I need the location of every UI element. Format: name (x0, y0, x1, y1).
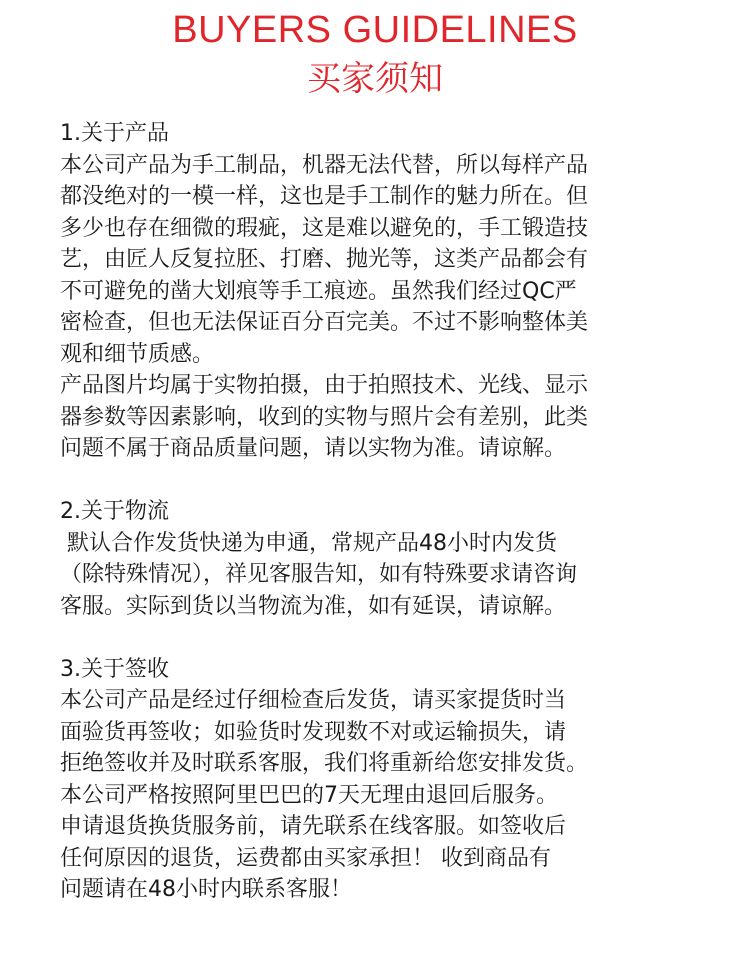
section-about-receipt (60, 654, 730, 906)
section-about-logistics (60, 496, 730, 622)
paragraph-line: 问题请在48小时内联系客服！ (60, 877, 352, 902)
paragraph-line: 本公司严格按照阿里巴巴的7天无理由退回后服务。 (60, 782, 558, 808)
paragraph-line: 默认合作发货快递为申通，常规产品48小时内发货 (60, 530, 557, 556)
guidelines-content (60, 118, 730, 906)
paragraph-line: 都没绝对的一模一样，这也是手工制作的魅力所在。但 (60, 184, 589, 209)
paragraph-line: 申请退货换货服务前，请先联系在线客服。如签收后 (60, 814, 567, 839)
page-title-english: BUYERS GUIDELINES (172, 9, 578, 51)
paragraph-line: 器参数等因素影响，收到的实物与照片会有差别，此类 (60, 404, 589, 430)
paragraph-line: （除特殊情况），祥见客服告知，如有特殊要求请咨询 (60, 562, 578, 587)
section-heading: 1.关于产品 (60, 121, 169, 146)
section-heading: 3.关于签收 (60, 656, 169, 682)
page-title-chinese: 买家须知 (307, 59, 443, 99)
paragraph-line: 产品图片均属于实物拍摄，由于拍照技术、光线、显示 (60, 373, 589, 398)
paragraph-line: 面验货再签收；如验货时发现数不对或运输损失，请 (60, 719, 567, 745)
paragraph-line: 本公司产品是经过仔细检查后发货，请买家提货时当 (60, 688, 567, 713)
paragraph-line: 不可避免的凿大划痕等手工痕迹。虽然我们经过QC严 (60, 278, 577, 304)
paragraph-line: 观和细节质感。 (60, 341, 215, 367)
paragraph-line: 密检查，但也无法保证百分百完美。不过不影响整体美 (60, 310, 589, 335)
paragraph-line: 多少也存在细微的瑕疵，这是难以避免的，手工锻造技 (60, 215, 589, 241)
paragraph-line: 客服。实际到货以当物流为准，如有延误，请谅解。 (60, 593, 567, 619)
section-heading: 2.关于物流 (60, 499, 169, 524)
page-header (0, 6, 750, 104)
paragraph-line: 任何原因的退货，运费都由买家承担！ 收到商品有 (60, 845, 551, 871)
paragraph-line: 问题不属于商品质量问题，请以实物为准。请谅解。 (60, 436, 567, 461)
paragraph-line: 艺，由匠人反复拉胚、打磨、抛光等，这类产品都会有 (60, 247, 589, 272)
paragraph-line: 本公司产品为手工制品，机器无法代替，所以每样产品 (60, 152, 589, 178)
paragraph-line: 拒绝签收并及时联系客服，我们将重新给您安排发货。 (60, 751, 589, 776)
section-about-products (60, 118, 730, 465)
